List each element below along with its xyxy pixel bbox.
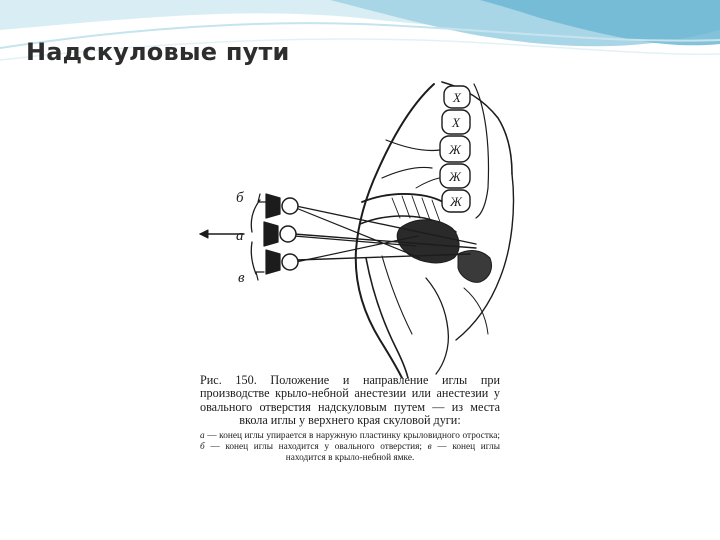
needle-label-v: в bbox=[238, 270, 245, 286]
legend-text-v: — конец иглы находится в крыло-небной ямке. bbox=[285, 441, 500, 464]
slide-title: Надскуловые пути bbox=[26, 38, 290, 66]
tooth-mark: Ж bbox=[450, 194, 462, 209]
pterygopalatine-anesthesia-illustration bbox=[186, 78, 518, 378]
legend-letter-b: б bbox=[200, 441, 205, 452]
caption-main-text: Рис. 150. Положение и направление иглы при производстве крыло-небной анестезии или анестезии у овального отверстия надскуловым путем — из места вкола иглы у верхнего края скуловой дуги: bbox=[200, 373, 500, 428]
figure-caption bbox=[200, 374, 500, 464]
legend-text-a: — конец иглы упирается в наружную пластинку крыловидного отростка; bbox=[204, 430, 500, 441]
tooth-mark: Ж bbox=[449, 142, 461, 157]
legend-letter-a: а bbox=[200, 430, 205, 441]
legend-text-b: — конец иглы находится у овального отверстия; bbox=[204, 441, 428, 452]
legend-letter-v: в bbox=[427, 441, 432, 452]
caption-legend bbox=[200, 431, 500, 465]
tooth-mark: Х bbox=[453, 90, 461, 105]
needle-label-a: а bbox=[236, 228, 244, 244]
tooth-mark: Х bbox=[452, 115, 460, 130]
needle-label-b: б bbox=[236, 190, 244, 206]
tooth-mark: Ж bbox=[449, 169, 461, 184]
anatomy-figure bbox=[186, 78, 518, 500]
